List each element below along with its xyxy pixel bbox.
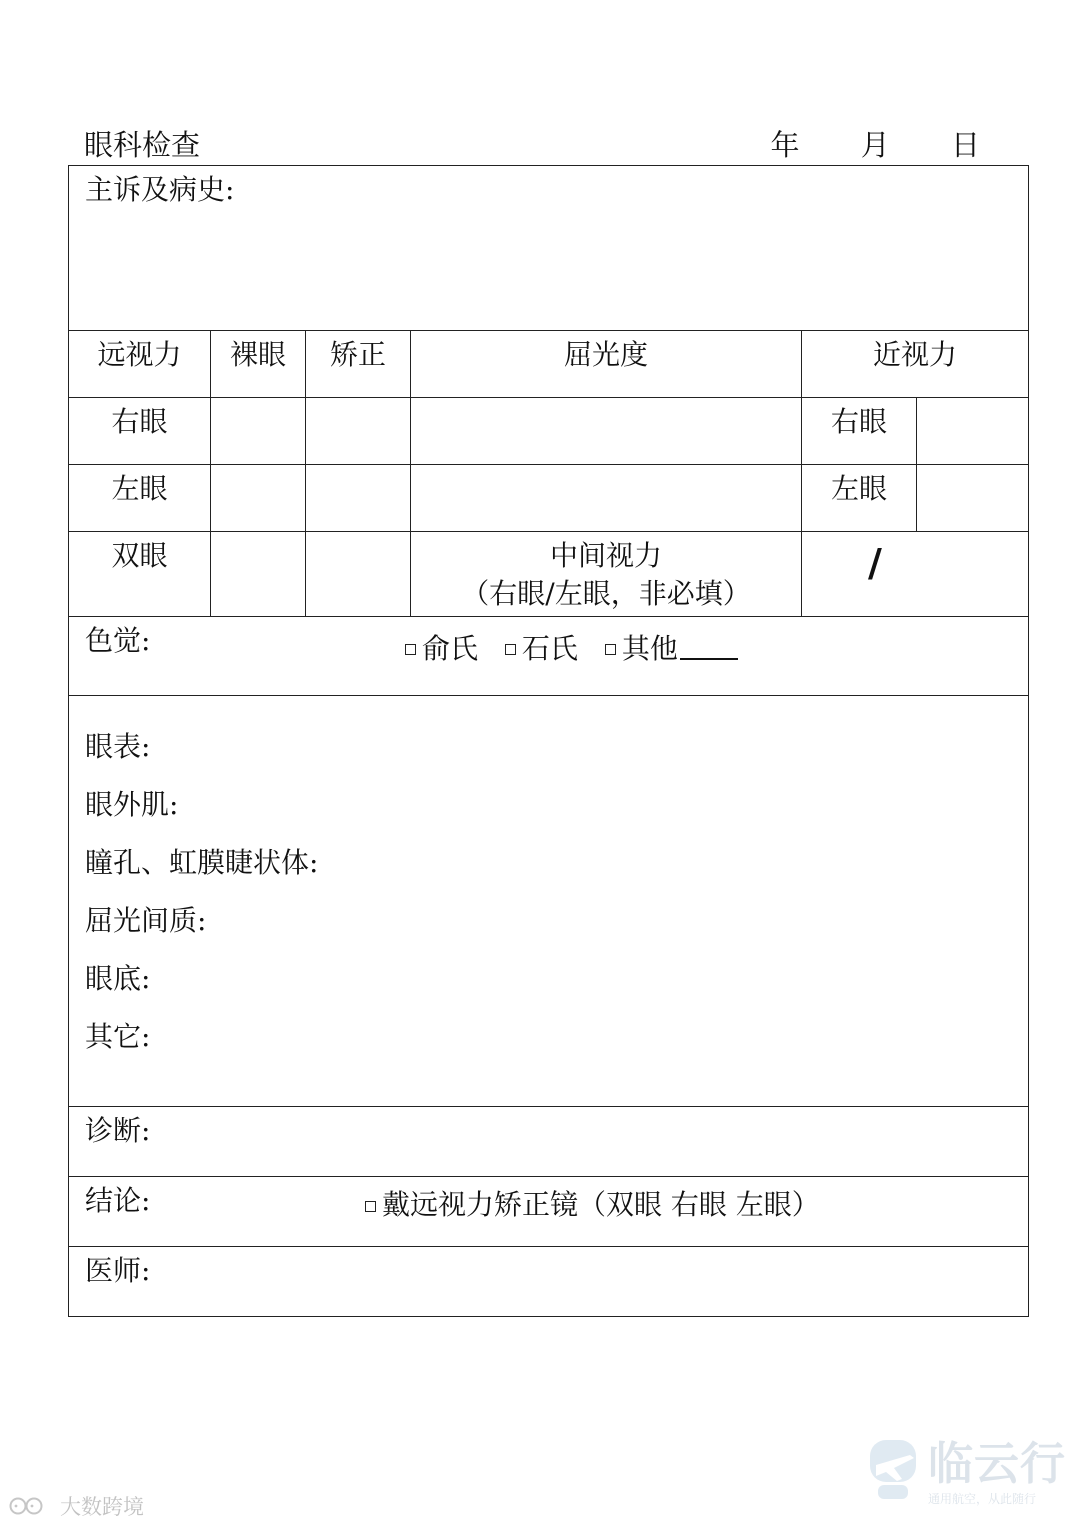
- exam-item-refractive-media[interactable]: 屈光间质:: [85, 904, 207, 937]
- year-label: 年: [770, 128, 800, 162]
- day-label: 日: [950, 128, 980, 162]
- diagnosis-row: [69, 1107, 1029, 1177]
- exam-items-row: [69, 696, 1029, 1107]
- color-option-yu-label: 俞氏: [422, 631, 479, 665]
- middle-vision-note: （右眼/左眼，非必填）: [461, 577, 751, 610]
- complaint-label: 主诉及病史:: [85, 173, 235, 206]
- both-eyes-row: [69, 532, 1029, 617]
- social-icon: [8, 1496, 50, 1516]
- page-title: 眼科检查: [84, 128, 201, 162]
- right-watermark-subtitle: 通用航空，从此随行: [928, 1492, 1037, 1506]
- near-left-eye-label: 左眼: [802, 465, 917, 532]
- exam-item-extraocular-muscles[interactable]: 眼外肌:: [85, 788, 179, 821]
- color-option-other-label: 其他: [621, 631, 678, 665]
- diagnosis-label: 诊断:: [85, 1114, 151, 1147]
- exam-items-list: [69, 696, 1028, 1066]
- exam-item-ocular-surface[interactable]: 眼表:: [85, 730, 151, 763]
- doctor-row: [69, 1247, 1029, 1317]
- checkbox-icon[interactable]: [505, 644, 516, 655]
- color-option-shi[interactable]: [505, 629, 578, 669]
- middle-vision-cell[interactable]: [411, 532, 802, 617]
- middle-vision-title: 中间视力: [549, 539, 662, 572]
- near-right-eye-label: 右眼: [802, 398, 917, 465]
- conclusion-option-label: 戴远视力矫正镜（双眼 右眼 左眼）: [382, 1188, 820, 1221]
- exam-item-other[interactable]: 其它:: [85, 1020, 151, 1053]
- right-naked-eye-cell[interactable]: [211, 398, 306, 465]
- vision-header-row: [69, 331, 1029, 398]
- color-option-other[interactable]: [605, 629, 738, 669]
- complaint-cell[interactable]: [69, 166, 1029, 331]
- color-option-shi-label: 石氏: [521, 631, 578, 665]
- corrected-header: 矫正: [306, 331, 411, 398]
- near-left-eye-cell[interactable]: [917, 465, 1029, 532]
- conclusion-row: [69, 1177, 1029, 1247]
- doctor-cell[interactable]: [69, 1247, 1029, 1317]
- both-naked-eye-cell[interactable]: [211, 532, 306, 617]
- color-vision-cell: [69, 617, 1029, 696]
- right-watermark-title: 临云行: [928, 1437, 1067, 1490]
- other-blank-line[interactable]: [680, 658, 738, 660]
- color-vision-label: 色觉:: [85, 624, 151, 657]
- left-corrected-cell[interactable]: [306, 465, 411, 532]
- left-naked-eye-cell[interactable]: [211, 465, 306, 532]
- near-vision-slash-cell[interactable]: [802, 532, 1029, 617]
- checkbox-icon[interactable]: [605, 644, 616, 655]
- conclusion-cell: [69, 1177, 1029, 1247]
- conclusion-label: 结论:: [85, 1184, 151, 1217]
- right-eye-label: 右眼: [69, 398, 211, 465]
- doctor-label: 医师:: [85, 1254, 151, 1287]
- checkbox-icon[interactable]: [365, 1201, 376, 1212]
- left-refraction-cell[interactable]: [411, 465, 802, 532]
- both-eyes-label: 双眼: [69, 532, 211, 617]
- near-vision-header: 近视力: [802, 331, 1029, 398]
- exam-item-fundus[interactable]: 眼底:: [85, 962, 151, 995]
- complaint-row: [69, 166, 1029, 331]
- refraction-header: 屈光度: [411, 331, 802, 398]
- exam-items-cell: [69, 696, 1029, 1107]
- right-corrected-cell[interactable]: [306, 398, 411, 465]
- conclusion-option[interactable]: [365, 1185, 820, 1225]
- plane-logo-icon: [866, 1437, 922, 1505]
- date-fields: [771, 125, 980, 165]
- left-watermark: [8, 1491, 144, 1521]
- right-refraction-cell[interactable]: [411, 398, 802, 465]
- right-eye-row: [69, 398, 1029, 465]
- color-vision-options: [405, 625, 756, 669]
- exam-item-pupil-iris[interactable]: 瞳孔、虹膜睫状体:: [85, 846, 319, 879]
- left-watermark-text: 大数跨境: [60, 1495, 144, 1519]
- left-eye-row: [69, 465, 1029, 532]
- month-label: 月: [860, 128, 890, 162]
- checkbox-icon[interactable]: [405, 644, 416, 655]
- left-eye-label: 左眼: [69, 465, 211, 532]
- near-right-eye-cell[interactable]: [917, 398, 1029, 465]
- diagnosis-cell[interactable]: [69, 1107, 1029, 1177]
- color-option-yu[interactable]: [405, 629, 478, 669]
- right-watermark: [866, 1437, 1067, 1511]
- distance-vision-header: 远视力: [69, 331, 211, 398]
- naked-eye-header: 裸眼: [211, 331, 306, 398]
- both-corrected-cell[interactable]: [306, 532, 411, 617]
- eye-exam-table: [68, 165, 1029, 1317]
- form-header: [68, 125, 1028, 165]
- slash-mark: /: [868, 541, 882, 585]
- color-vision-row: [69, 617, 1029, 696]
